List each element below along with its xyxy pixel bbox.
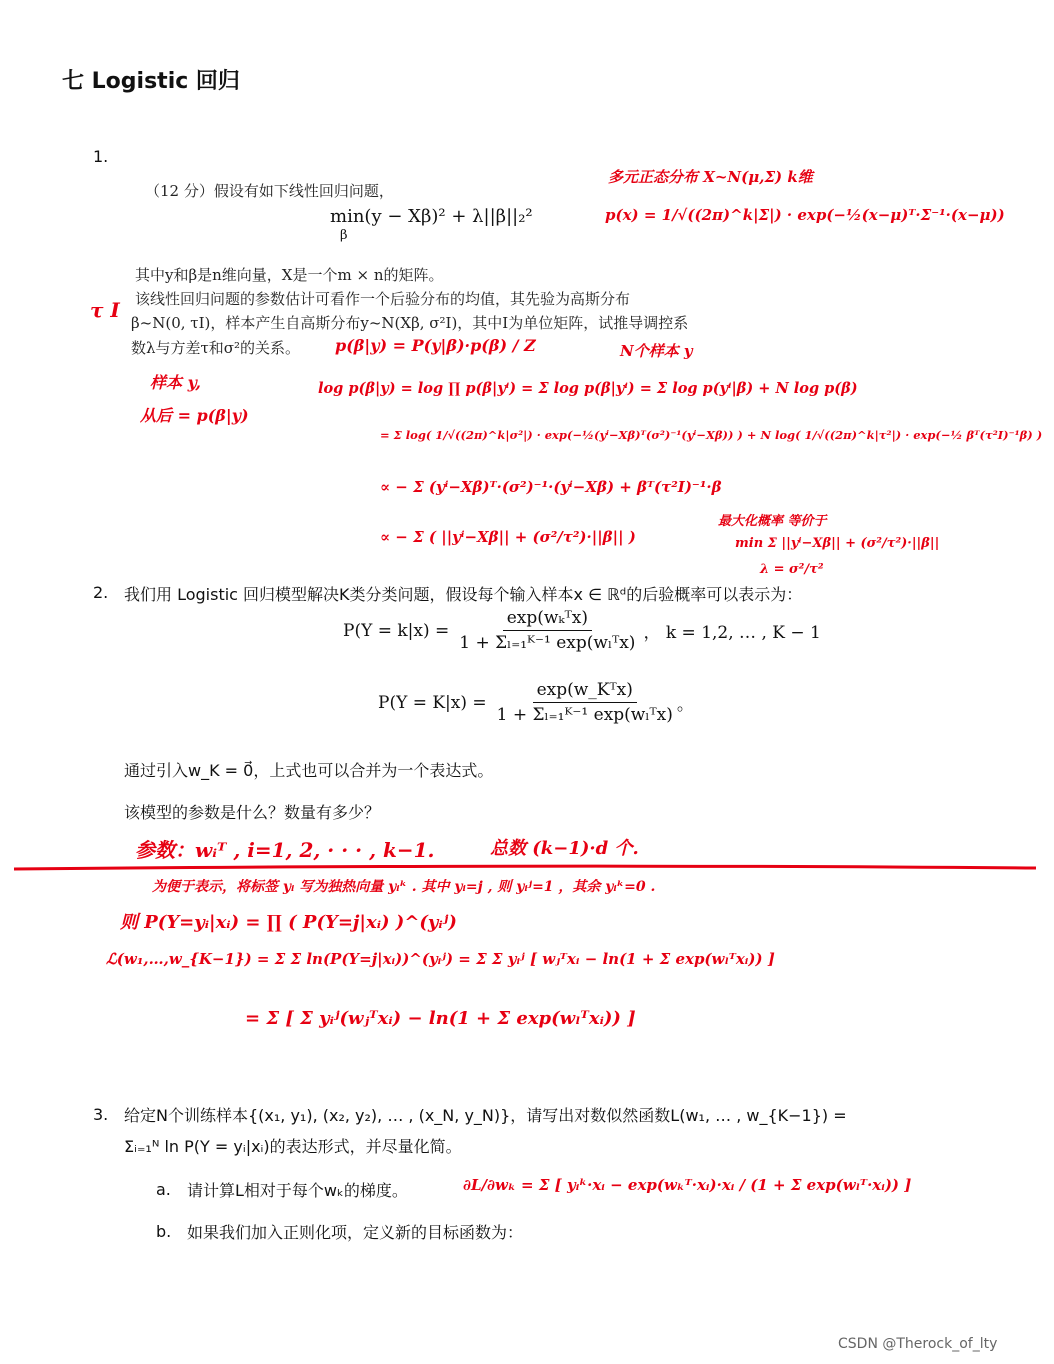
q1-print-line3: 其中y和β是n维向量，X是一个m × n的矩阵。 — [135, 266, 444, 284]
q1-hand-left-note2: 从后 = p(β|y) — [140, 406, 249, 425]
q2-eq2 — [378, 680, 694, 725]
q1-print-line1: （12 分）假设有如下线性回归问题， — [145, 182, 394, 200]
q3-b-label: b. — [156, 1222, 172, 1241]
q2-text: 我们用 Logistic 回归模型解决K类分类问题，假设每个输入样本x ∈ ℝᵈ的后验概率可以表示为： — [124, 585, 803, 604]
q2-eq2-den: 1 + Σₗ₌₁ᴷ⁻¹ exp(wₗᵀx) — [496, 705, 673, 725]
q1-print-line5: β~N(0, τI)，样本产生自高斯分布y~N(Xβ, σ²I)，其中I为单位矩阵，试推导调控系 — [131, 314, 689, 332]
q2-eq2-num: exp(w_Kᵀx) — [533, 680, 637, 703]
q1-hand-n-samples: N个样本 y — [620, 342, 693, 360]
q2-eq2-lhs: P(Y = K|x) = — [378, 692, 487, 713]
q2-eq1 — [343, 608, 821, 653]
q2-hand-l3: ℒ(w₁,…,w_{K−1}) = Σ Σ ln(P(Y=j|xᵢ))^(yᵢʲ) = Σ Σ yᵢʲ [ wⱼᵀxᵢ − ln(1 + Σ exp(wₗᵀxᵢ)) ] — [106, 950, 775, 968]
q2-eq1-num: exp(wₖᵀx) — [503, 608, 592, 631]
q3-a-hand: ∂L/∂wₖ = Σ [ yᵢᵏ·xᵢ − exp(wₖᵀ·xᵢ)·xᵢ / (1 + Σ exp(wₗᵀ·xᵢ)) ] — [463, 1176, 912, 1194]
q1-print-line4: 该线性回归问题的参数估计可看作一个后验分布的均值，其先验为高斯分布 — [135, 290, 631, 308]
q3-text1: 给定N个训练样本{(x₁, y₁), (x₂, y₂), … , (x_N, y_N)}，请写出对数似然函数L(w₁, … , w_{K−1}) = — [124, 1106, 847, 1125]
q2-eq2-end: 。 — [676, 695, 694, 715]
q2-eq1-cond: ， k = 1,2, … , K − 1 — [643, 623, 821, 643]
q2-text3: 该模型的参数是什么？数量有多少？ — [124, 803, 381, 822]
q1-hand-right-note2: min Σ ||yⁱ−Xβ|| + (σ²/τ²)·||β|| — [735, 536, 940, 551]
q2-text2: 通过引入w_K = 0⃗，上式也可以合并为一个表达式。 — [124, 761, 494, 780]
q2-hand-count: 总数 (k−1)·d 个. — [490, 838, 639, 859]
watermark: CSDN @Therock_of_lty — [838, 1336, 998, 1352]
q3-a-label: a. — [156, 1180, 171, 1199]
q1-hand-left-note1: 样本 y, — [150, 373, 201, 392]
q2-eq1-den: 1 + Σₗ₌₁ᴷ⁻¹ exp(wₗᵀx) — [459, 633, 636, 653]
q1-hand-note-top: 多元正态分布 X~N(μ,Σ) k维 — [608, 168, 813, 186]
q3-text2: Σᵢ₌₁ᴺ ln P(Y = yᵢ|xᵢ)的表达形式，并尽量化简。 — [124, 1137, 462, 1156]
section-title: 七 Logistic 回归 — [62, 69, 240, 94]
q1-print-formula: min(y − Xβ)² + λ||β||₂² — [330, 206, 533, 227]
q1-number: 1. — [93, 147, 109, 166]
q2-hand-l1: 为便于表示，将标签 yᵢ 写为独热向量 yᵢᵏ . 其中 yᵢ=j , 则 yᵢʲ=1 ，其余 yᵢᵏ=0 . — [152, 879, 656, 895]
red-divider-line — [0, 860, 1054, 876]
q2-hand-l4: = Σ [ Σ yᵢʲ(wⱼᵀxᵢ) − ln(1 + Σ exp(wₗᵀxᵢ)) ] — [245, 1008, 636, 1029]
q1-hand-eq3: ∝ − Σ (yⁱ−Xβ)ᵀ·(σ²)⁻¹·(yⁱ−Xβ) + βᵀ(τ²I)⁻¹·β — [380, 478, 722, 496]
q1-hand-side-mark: τ I — [90, 298, 120, 322]
q1-print-line6: 数λ与方差τ和σ²的关系。 — [131, 339, 301, 357]
q2-hand-answer: 参数：wᵢᵀ , i=1, 2, · · · , k−1. — [135, 838, 435, 862]
q1-print-formula-sub: β — [340, 228, 348, 243]
q2-hand-l2: 则 P(Y=yᵢ|xᵢ) = ∏ ( P(Y=j|xᵢ) )^(yᵢʲ) — [120, 912, 457, 933]
q1-hand-bayes: p(β|y) = P(y|β)·p(β) / Z — [335, 336, 536, 355]
q1-hand-right-note3: λ = σ²/τ² — [760, 562, 824, 577]
q3-a-text: 请计算L相对于每个wₖ的梯度。 — [187, 1181, 408, 1200]
q3-b-text: 如果我们加入正则化项，定义新的目标函数为： — [187, 1223, 524, 1242]
q3-number: 3. — [93, 1105, 109, 1124]
q1-hand-eq4: ∝ − Σ ( ||yⁱ−Xβ|| + (σ²/τ²)·||β|| ) — [380, 528, 636, 546]
q1-hand-right-note1: 最大化概率 等价于 — [718, 514, 827, 529]
q1-hand-density: p(x) = 1/√((2π)^k|Σ|) · exp(−½(x−μ)ᵀ·Σ⁻¹·(x−μ)) — [605, 206, 1005, 224]
q2-number: 2. — [93, 583, 109, 602]
q2-eq1-lhs: P(Y = k|x) = — [343, 620, 450, 641]
q2-eq2-frac — [493, 680, 677, 725]
q2-eq1-frac — [455, 608, 639, 653]
q1-hand-eq2: = Σ log( 1/√((2π)^k|σ²|) · exp(−½(yⁱ−Xβ)ᵀ(σ²)⁻¹(yⁱ−Xβ)) ) + N log( 1/√((2π)^k|τ²|) · exp(−½ βᵀ(τ²I)⁻¹β) ) — [380, 428, 1043, 442]
q1-hand-eq1: log p(β|y) = log ∏ p(β|yⁱ) = Σ log p(β|yⁱ) = Σ log p(yⁱ|β) + N log p(β) — [318, 380, 858, 397]
